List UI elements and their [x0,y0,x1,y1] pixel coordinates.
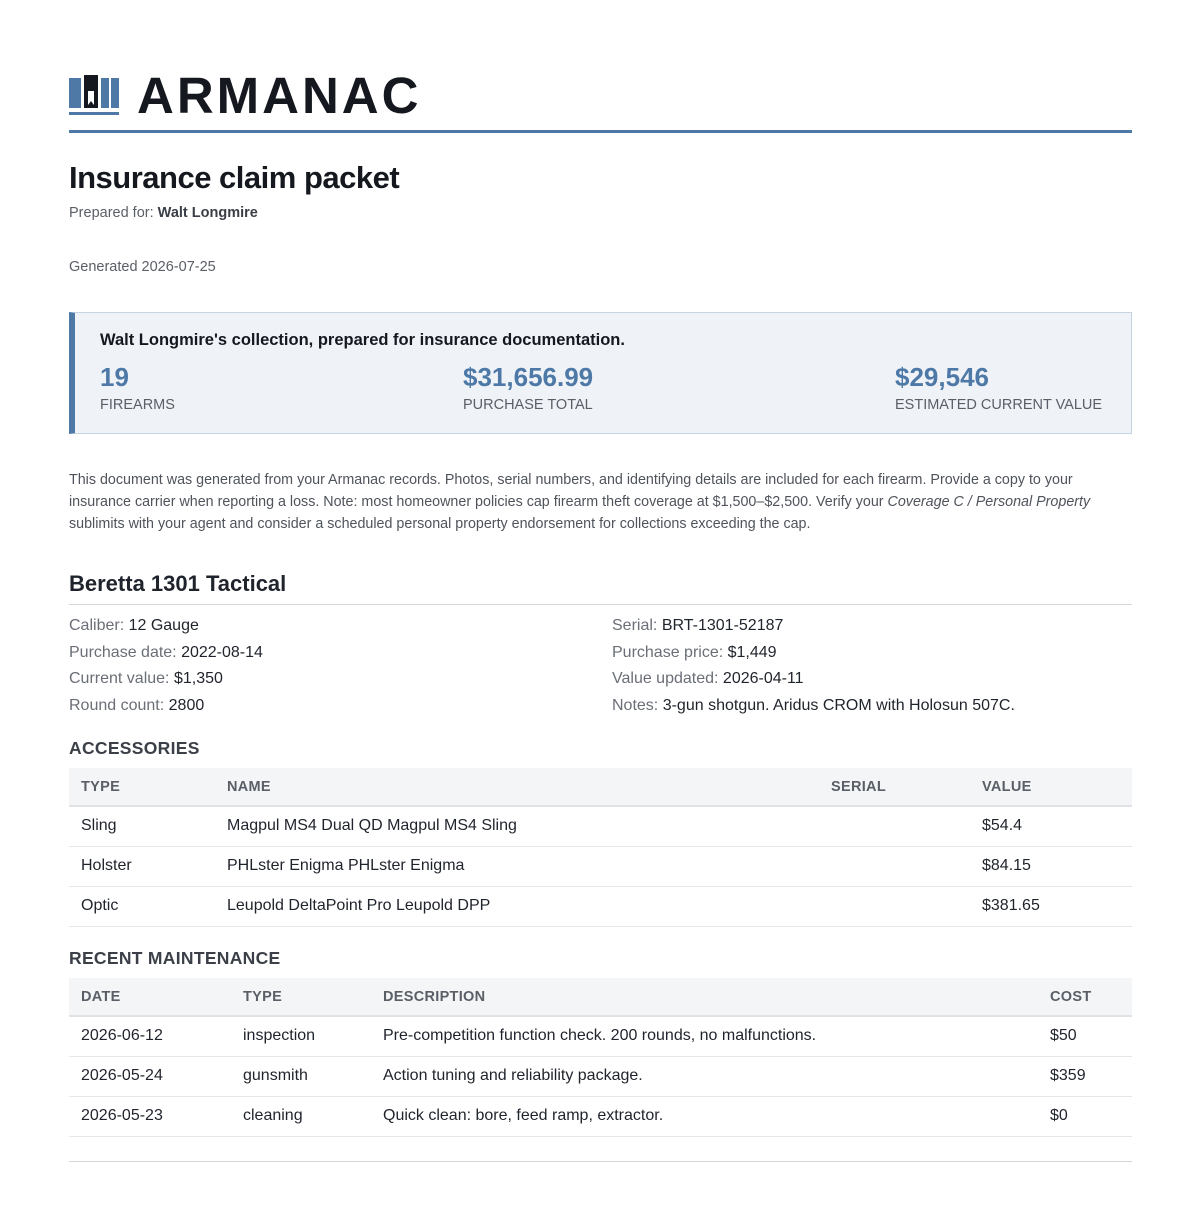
generated-date: Generated 2026-07-25 [69,259,216,275]
stat-firearms-label: FIREARMS [100,397,175,413]
cell-name: PHLster Enigma PHLster Enigma [215,846,819,886]
accessories-table [69,768,1132,927]
prepared-name: Walt Longmire [157,205,258,221]
stat-current-value [895,361,1102,414]
col-cost: COST [1038,978,1132,1016]
cell-cost: $50 [1038,1016,1132,1056]
stat-purchase-label: PURCHASE TOTAL [463,397,593,413]
accessories-heading: ACCESSORIES [69,738,200,758]
cell-serial [819,806,970,846]
col-type: TYPE [69,768,215,806]
cell-type: Optic [69,886,215,926]
prepared-label: Prepared for: [69,205,154,221]
cell-type: Holster [69,846,215,886]
cell-description: Action tuning and reliability package. [371,1056,1038,1096]
cell-type: inspection [231,1016,371,1056]
cell-cost: $0 [1038,1096,1132,1136]
bookshelf-logo-icon [69,75,119,117]
stat-current-value-amount: $29,546 [895,362,989,392]
table-row [69,1096,1132,1136]
cell-description: Quick clean: bore, feed ramp, extractor. [371,1096,1038,1136]
cell-date: 2026-05-24 [69,1056,231,1096]
cell-description: Pre-competition function check. 200 rounds, no malfunctions. [371,1016,1038,1056]
table-header-row [69,978,1132,1016]
cell-value: $54.4 [970,806,1132,846]
cell-name: Magpul MS4 Dual QD Magpul MS4 Sling [215,806,819,846]
cell-type: cleaning [231,1096,371,1136]
stat-purchase-value: $31,656.99 [463,362,594,392]
stat-firearms [100,361,175,414]
stat-purchase-total [463,361,593,414]
col-name: NAME [215,768,819,806]
firearm-title: Beretta 1301 Tactical [69,571,287,596]
stat-firearms-value: 19 [100,362,129,392]
table-row [69,886,1132,926]
detail-purchase-price: Purchase price: $1,449 [612,644,777,661]
disclaimer-part-1: This document was generated from your Armanac records. Photos, serial numbers, and identifying details are included for each firearm. Provide a copy to your insurance carrier when reporting a loss. Note: most homeowner policies cap firearm theft coverage at $1,500–$2,500. Verify your [69,472,1073,510]
brand-header [69,67,422,124]
table-row [69,846,1132,886]
cell-date: 2026-06-12 [69,1016,231,1056]
cell-value: $84.15 [970,846,1132,886]
col-value: VALUE [970,768,1132,806]
footer-divider [69,1161,1132,1162]
col-description: DESCRIPTION [371,978,1038,1016]
firearm-divider [69,604,1132,605]
table-row [69,1016,1132,1056]
disclaimer-part-2: sublimits with your agent and consider a scheduled personal property endorsement for collections exceeding the cap. [69,516,811,532]
maintenance-table [69,978,1132,1137]
cell-cost: $359 [1038,1056,1132,1096]
detail-current-value: Current value: $1,350 [69,670,223,687]
table-row [69,1056,1132,1096]
col-date: DATE [69,978,231,1016]
summary-heading: Walt Longmire's collection, prepared for insurance documentation. [100,331,625,349]
disclaimer-emphasis: Coverage C / Personal Property [887,494,1091,510]
stat-current-value-label: ESTIMATED CURRENT VALUE [895,397,1103,413]
cell-type: Sling [69,806,215,846]
disclaimer-text [69,469,1132,535]
cell-type: gunsmith [231,1056,371,1096]
detail-value-updated: Value updated: 2026-04-11 [612,670,804,687]
cell-serial [819,886,970,926]
cell-value: $381.65 [970,886,1132,926]
col-serial: SERIAL [819,768,970,806]
cell-date: 2026-05-23 [69,1096,231,1136]
detail-round-count: Round count: 2800 [69,697,205,714]
summary-box [69,312,1132,434]
cell-name: Leupold DeltaPoint Pro Leupold DPP [215,886,819,926]
cell-serial [819,846,970,886]
brand-name: ARMANAC [137,67,422,124]
col-type: TYPE [231,978,371,1016]
detail-caliber: Caliber: 12 Gauge [69,617,199,634]
table-row [69,806,1132,846]
prepared-for [69,203,258,223]
detail-notes: Notes: 3-gun shotgun. Aridus CROM with Holosun 507C. [612,697,1015,714]
detail-serial: Serial: BRT-1301-52187 [612,617,784,634]
page-title: Insurance claim packet [69,160,400,195]
maintenance-heading: RECENT MAINTENANCE [69,948,281,968]
table-header-row [69,768,1132,806]
header-divider [69,130,1132,133]
detail-purchase-date: Purchase date: 2022-08-14 [69,644,263,661]
